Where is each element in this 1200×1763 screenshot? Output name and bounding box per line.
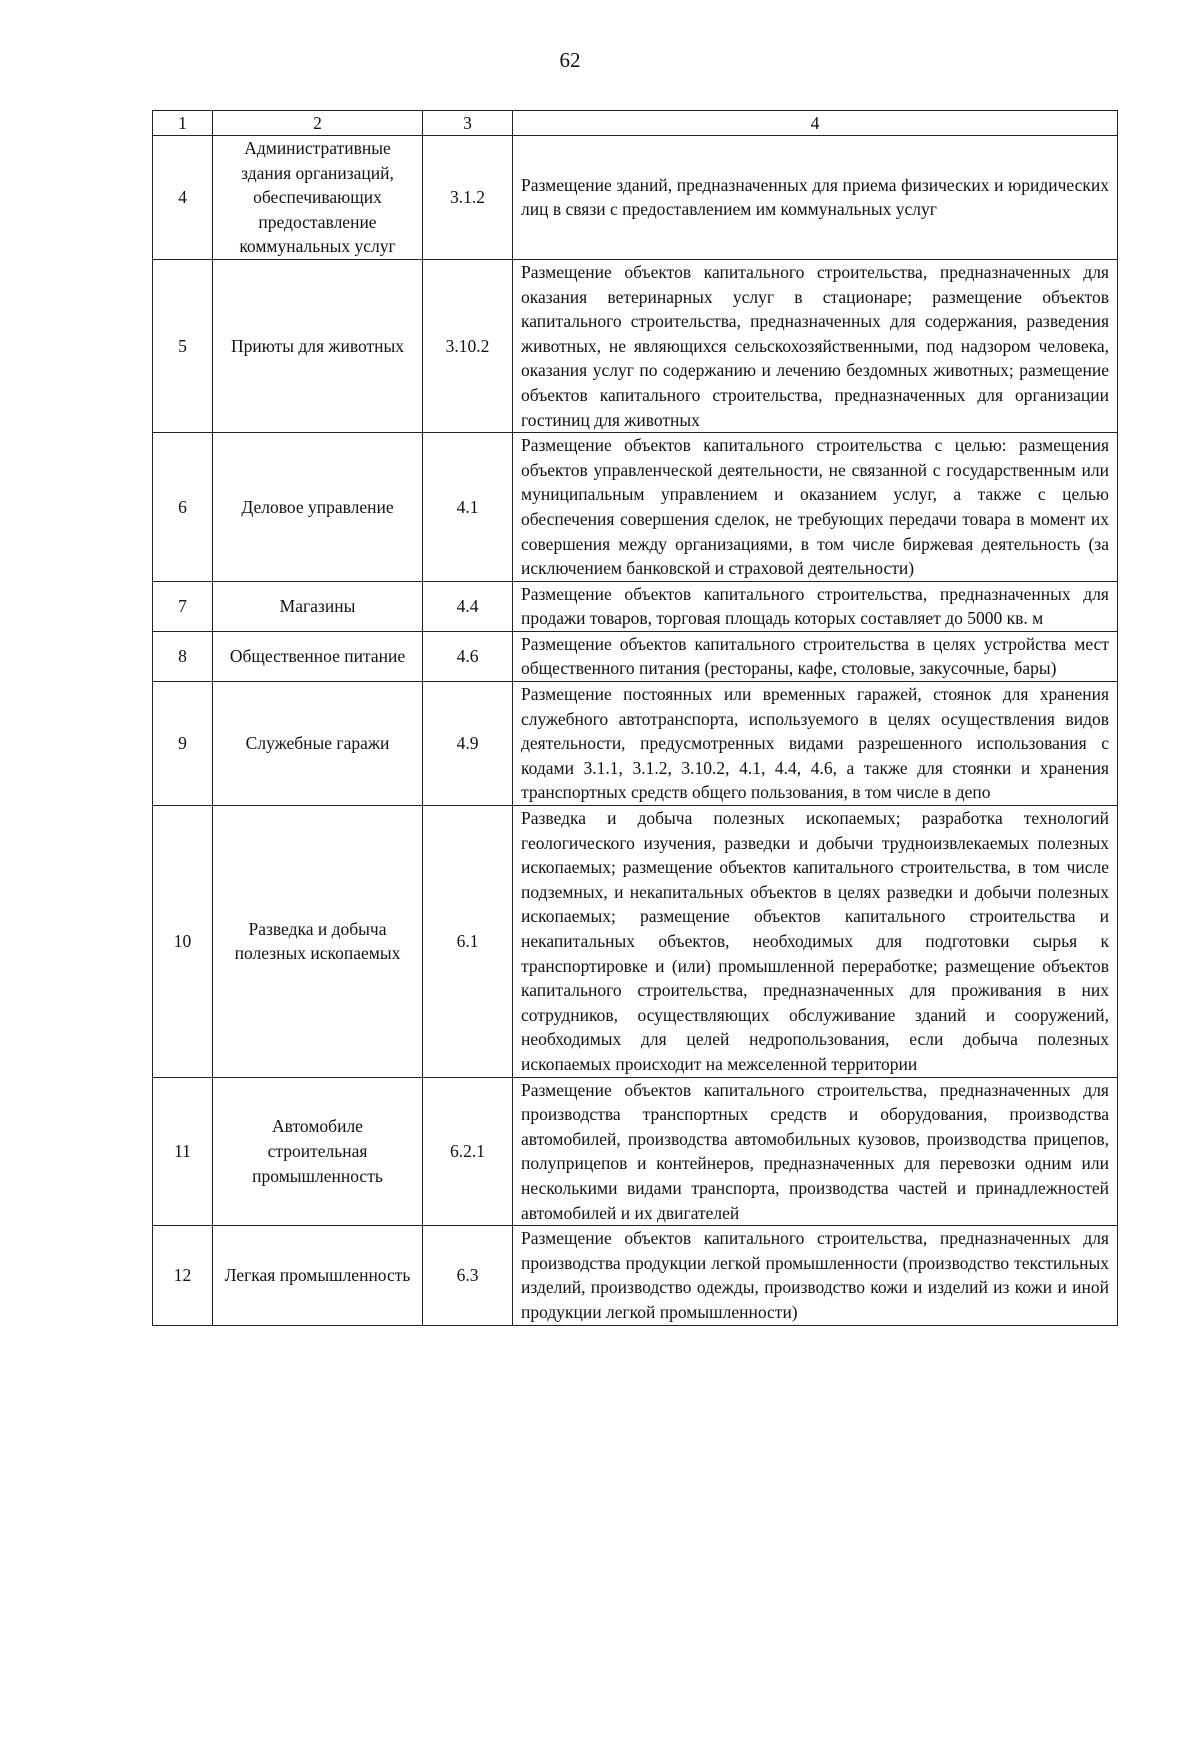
- page-number: 62: [559, 48, 581, 72]
- use-name: Разведка и добыча полезных ископаемых: [213, 806, 423, 1078]
- use-code: 6.3: [423, 1226, 513, 1325]
- use-code: 4.4: [423, 581, 513, 631]
- use-code: 3.1.2: [423, 136, 513, 260]
- use-code: 3.10.2: [423, 259, 513, 432]
- table-row: [153, 581, 1118, 631]
- use-description: Размещение объектов капитального строительства, предназначенных для продажи товаров, торговая площадь которых составляет до 5000 кв. м: [513, 581, 1118, 631]
- use-code: 6.1: [423, 806, 513, 1078]
- table-row: [153, 1226, 1118, 1325]
- row-number: 8: [153, 631, 213, 681]
- use-code: 4.6: [423, 631, 513, 681]
- use-name: Магазины: [213, 581, 423, 631]
- row-number: 12: [153, 1226, 213, 1325]
- header-cell-2: 2: [213, 111, 423, 136]
- table-row: [153, 136, 1118, 260]
- table-row: [153, 433, 1118, 582]
- table-row: [153, 631, 1118, 681]
- use-name: Служебные гаражи: [213, 682, 423, 806]
- use-description: Размещение объектов капитального строительства, предназначенных для производства продукции легкой промышленности (производство текстильных изделий, производство одежды, производство кожи и изделий из кожи и иной продукции легкой промышленности): [513, 1226, 1118, 1325]
- row-number: 7: [153, 581, 213, 631]
- use-name: Приюты для животных: [213, 259, 423, 432]
- row-number: 6: [153, 433, 213, 582]
- use-name: Деловое управление: [213, 433, 423, 582]
- row-number: 11: [153, 1077, 213, 1226]
- use-code: 4.1: [423, 433, 513, 582]
- table-row: [153, 1077, 1118, 1226]
- table-row: [153, 259, 1118, 432]
- use-code: 4.9: [423, 682, 513, 806]
- use-name: Автомобиле строительная промышленность: [213, 1077, 423, 1226]
- use-name: Административные здания организаций, обеспечивающих предоставление коммунальных услуг: [213, 136, 423, 260]
- use-description: Размещение объектов капитального строительства, предназначенных для производства транспортных средств и оборудования, производства автомобилей, производства автомобильных кузовов, производства прицепов, полуприцепов и контейнеров, предназначенных для перевозки одним или несколькими видами транспорта, производства частей и принадлежностей автомобилей и их двигателей: [513, 1077, 1118, 1226]
- row-number: 10: [153, 806, 213, 1078]
- use-description: Размещение объектов капитального строительства с целью: размещения объектов управленческой деятельности, не связанной с государственным или муниципальным управлением и оказанием услуг, а также с целью обеспечения совершения сделок, не требующих передачи товара в момент их совершения между организациями, в том числе биржевая деятельность (за исключением банковской и страховой деятельности): [513, 433, 1118, 582]
- row-number: 5: [153, 259, 213, 432]
- land-use-table: [152, 110, 1118, 1326]
- header-cell-3: 3: [423, 111, 513, 136]
- header-row: [153, 111, 1118, 136]
- row-number: 9: [153, 682, 213, 806]
- row-number: 4: [153, 136, 213, 260]
- use-code: 6.2.1: [423, 1077, 513, 1226]
- table-row: [153, 806, 1118, 1078]
- use-description: Размещение зданий, предназначенных для приема физических и юридических лиц в связи с предоставлением им коммунальных услуг: [513, 136, 1118, 260]
- use-name: Легкая промышленность: [213, 1226, 423, 1325]
- use-description: Разведка и добыча полезных ископаемых; разработка технологий геологического изучения, разведки и добычи трудноизвлекаемых полезных ископаемых; размещение объектов капитального строительства, в том числе подземных, и некапитальных объектов в целях разведки и добычи полезных ископаемых; размещение объектов капитального строительства и некапитальных объектов, необходимых для подготовки сырья к транспортировке и (или) промышленной переработке; размещение объектов капитального строительства, предназначенных для проживания в них сотрудников, осуществляющих обслуживание зданий и сооружений, необходимых для целей недропользования, если добыча полезных ископаемых происходит на межселенной территории: [513, 806, 1118, 1078]
- table-row: [153, 682, 1118, 806]
- use-description: Размещение постоянных или временных гаражей, стоянок для хранения служебного автотранспорта, используемого в целях осуществления видов деятельности, предусмотренных видами разрешенного использования с кодами 3.1.1, 3.1.2, 3.10.2, 4.1, 4.4, 4.6, а также для стоянки и хранения транспортных средств общего пользования, в том числе в депо: [513, 682, 1118, 806]
- use-description: Размещение объектов капитального строительства, предназначенных для оказания ветеринарных услуг в стационаре; размещение объектов капитального строительства, предназначенных для содержания, разведения животных, не являющихся сельскохозяйственными, под надзором человека, оказания услуг по содержанию и лечению бездомных животных; размещение объектов капитального строительства, предназначенных для организации гостиниц для животных: [513, 259, 1118, 432]
- header-cell-1: 1: [153, 111, 213, 136]
- header-cell-4: 4: [513, 111, 1118, 136]
- use-name: Общественное питание: [213, 631, 423, 681]
- use-description: Размещение объектов капитального строительства в целях устройства мест общественного питания (рестораны, кафе, столовые, закусочные, бары): [513, 631, 1118, 681]
